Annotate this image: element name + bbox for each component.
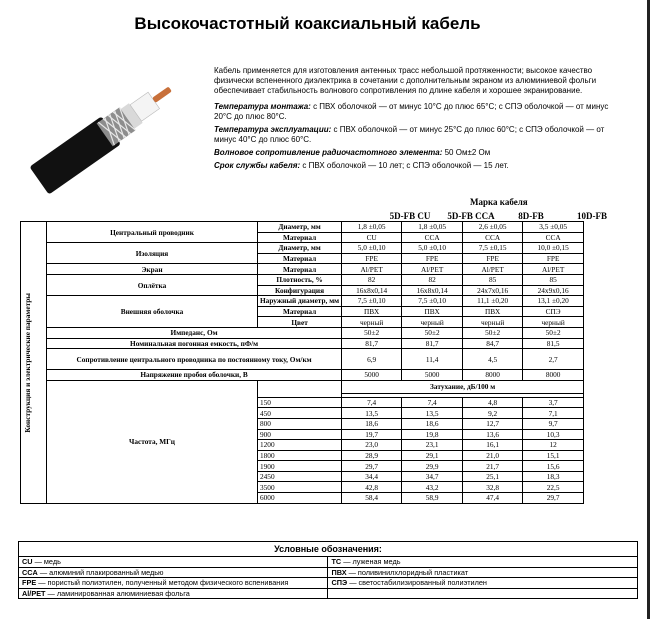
value-cell: 84,7 [463,338,523,349]
legend-row [19,557,638,568]
legend-row [19,588,638,599]
value-cell: FPE [402,253,463,264]
value-cell: 25,1 [463,471,523,482]
param-cell: Материал [258,232,342,243]
value-cell: 15,6 [523,461,584,472]
attenuation-header: Затухание, дБ/100 м [342,380,584,393]
legend-abbr: ПВХ [331,567,347,577]
value-cell: 23,0 [342,440,402,451]
value-cell: 7,5 ±0,10 [402,296,463,307]
value-cell: 1,8 ±0,05 [402,222,463,233]
value-cell: СПЭ [523,306,584,317]
value-cell: ПВХ [463,306,523,317]
value-cell: 6,9 [342,349,402,370]
prop-label: Волновое сопротивление радиочастотного элемента: [214,148,443,157]
frequency-cell: 1200 [258,440,342,451]
value-cell: 9,2 [463,408,523,419]
value-cell: 28,9 [342,450,402,461]
value-cell: 24x7x0,16 [463,285,523,296]
value-cell: 11,4 [402,349,463,370]
side-label: Конструкция и электрические параметры [23,292,32,433]
legend-item [19,567,328,578]
value-cell: 81,7 [402,338,463,349]
table-row [21,296,584,307]
value-cell: 24x9x0,16 [523,285,584,296]
legend-text: — ламинированная алюминиевая фольга [45,588,190,598]
value-cell: 10,0 ±0,15 [523,243,584,254]
param-cell: Сопротивление центрального проводника по постоянному току, Ом/км [47,349,342,370]
value-cell: 3,5 ±0,05 [523,222,584,233]
value-cell: FPE [463,253,523,264]
frequency-cell: 150 [258,397,342,408]
value-cell: 81,7 [342,338,402,349]
prop-label: Срок службы кабеля: [214,161,301,170]
value-cell: 16x8x0,14 [342,285,402,296]
value-cell: черный [402,317,463,328]
value-cell: CCA [463,232,523,243]
prop-operating-temperature [214,125,614,145]
column-header: 5D-FB CU [389,211,431,221]
value-cell: ПВХ [342,306,402,317]
frequency-cell: 3500 [258,482,342,493]
legend-item [19,557,328,568]
prop-value: 50 Ом±2 Ом [442,148,491,157]
value-cell: 4,8 [463,397,523,408]
legend-row [19,567,638,578]
value-cell: Al/PET [523,264,584,275]
legend-row [19,578,638,589]
value-cell: Al/PET [342,264,402,275]
value-cell: 8000 [523,370,584,381]
value-cell: 85 [523,274,584,285]
legend-header-row [19,542,638,557]
group-cell: Центральный проводник [47,222,258,243]
prop-impedance [214,148,614,158]
value-cell: 13,6 [463,429,523,440]
value-cell: 7,5 ±0,10 [342,296,402,307]
column-header: 5D-FB CCA [447,211,495,221]
column-header: 10D-FB [577,211,607,221]
intro-text: Кабель применяется для изготовления антенных трасс небольшой протяженности; высокое качество физически вспененного диэлектрика в сочетании с дополнительным экраном из алюминиевой фольги обеспечивает стабильность волнового сопротивления по длине кабеля и хорошее экранирование. [214,66,597,95]
legend-item [328,557,638,568]
blank-cell [258,380,342,397]
prop-service-life [214,161,614,171]
legend-abbr: СПЭ [331,578,348,588]
legend-item [19,588,328,599]
frequency-cell: 800 [258,418,342,429]
value-cell: CCA [523,232,584,243]
value-cell: черный [463,317,523,328]
table-row [21,264,584,275]
value-cell: 21,7 [463,461,523,472]
coaxial-cable-image [30,45,190,205]
value-cell: 58,9 [402,493,463,504]
value-cell: Al/PET [463,264,523,275]
value-cell: 29,7 [342,461,402,472]
value-cell: 12,7 [463,418,523,429]
table-row [21,243,584,254]
value-cell: 34,7 [402,471,463,482]
legend-item [328,578,638,589]
side-label-cell [21,222,47,504]
param-cell: Плотность, % [258,274,342,285]
value-cell: 19,8 [402,429,463,440]
legend-title: Условные обозначения: [19,542,638,557]
legend-text: — алюминий плакированный медью [37,567,164,577]
value-cell: 2,7 [523,349,584,370]
value-cell: 7,5 ±0,15 [463,243,523,254]
value-cell: 16x8x0,14 [402,285,463,296]
legend-item [19,578,328,589]
value-cell: 7,1 [523,408,584,419]
legend-abbr: Al/PET [22,588,46,598]
param-cell: Конфигурация [258,285,342,296]
group-cell: Оплётка [47,274,258,295]
value-cell: 29,1 [402,450,463,461]
value-cell: FPE [342,253,402,264]
value-cell: 50±2 [342,327,402,338]
param-cell: Наружный диаметр, мм [258,296,342,307]
value-cell: 4,5 [463,349,523,370]
value-cell: 50±2 [402,327,463,338]
value-cell: 9,7 [523,418,584,429]
value-cell: 1,8 ±0,05 [342,222,402,233]
legend-abbr: FPE [22,578,37,588]
value-cell: 7,4 [342,397,402,408]
value-cell: 42,8 [342,482,402,493]
frequency-cell: 1900 [258,461,342,472]
param-cell: Материал [258,306,342,317]
spec-table [20,221,584,504]
value-cell: 3,7 [523,397,584,408]
frequency-cell: 2450 [258,471,342,482]
value-cell: 5000 [342,370,402,381]
value-cell: черный [523,317,584,328]
param-cell: Материал [258,264,342,275]
prop-value: с ПВХ оболочкой — от минус 25°С до плюс 60°С; с СПЭ оболочкой — от минус 40°С до плюс 60°С. [214,125,605,144]
value-cell: 2,6 ±0,05 [463,222,523,233]
value-cell: 34,4 [342,471,402,482]
value-cell: 32,8 [463,482,523,493]
value-cell: 21,0 [463,450,523,461]
legend-table [18,541,638,599]
value-cell: 18,6 [402,418,463,429]
legend-item [328,588,638,599]
value-cell: 10,3 [523,429,584,440]
legend-abbr: CU [22,557,33,567]
table-row [21,380,584,393]
value-cell: 13,5 [402,408,463,419]
prop-mounting-temperature [214,102,614,122]
legend-text: — пористый полиэтилен, полученный методом физического вспенивания [36,578,289,588]
prop-label: Температура эксплуатации: [214,125,332,134]
value-cell: FPE [523,253,584,264]
value-cell: 15,1 [523,450,584,461]
group-cell: Экран [47,264,258,275]
value-cell: 5,0 ±0,10 [402,243,463,254]
legend-text: — светостабилизированный полиэтилен [347,578,487,588]
value-cell: 50±2 [523,327,584,338]
legend-abbr: CCA [22,567,38,577]
value-cell: 58,4 [342,493,402,504]
frequency-label: Частота, МГц [47,380,258,503]
table-row [21,274,584,285]
value-cell: 47,4 [463,493,523,504]
param-cell: Напряжение пробоя оболочки, В [47,370,342,381]
table-row [21,222,584,233]
value-cell: 19,7 [342,429,402,440]
value-cell: 29,9 [402,461,463,472]
frequency-cell: 1800 [258,450,342,461]
value-cell: 43,2 [402,482,463,493]
param-cell: Цвет [258,317,342,328]
value-cell: черный [342,317,402,328]
value-cell: 16,1 [463,440,523,451]
group-cell: Внешняя оболочка [47,296,258,328]
legend-text: — луженая медь [341,557,401,567]
param-cell: Диаметр, мм [258,222,342,233]
prop-value: с ПВХ оболочкой — от минус 10°С до плюс 65°С; с СПЭ оболочкой — от минус 20°С до плюс 80°С. [214,102,609,121]
param-cell: Материал [258,253,342,264]
table-row [21,338,584,349]
intro-block [214,66,614,174]
param-cell: Номинальная погонная емкость, пФ/м [47,338,342,349]
value-cell: 13,1 ±0,20 [523,296,584,307]
table-row [21,327,584,338]
param-cell: Импеданс, Ом [47,327,342,338]
value-cell: 5000 [402,370,463,381]
value-cell: CCA [402,232,463,243]
value-cell: 12 [523,440,584,451]
legend-abbr: TC [331,557,342,567]
param-cell: Диаметр, мм [258,243,342,254]
group-cell: Изоляция [47,243,258,264]
value-cell: 82 [342,274,402,285]
frequency-cell: 900 [258,429,342,440]
value-cell: 23,1 [402,440,463,451]
value-cell: 7,4 [402,397,463,408]
value-cell: 11,1 ±0,20 [463,296,523,307]
value-cell: 81,5 [523,338,584,349]
brand-header: Марка кабеля [470,197,528,207]
frequency-cell: 6000 [258,493,342,504]
value-cell: 29,7 [523,493,584,504]
value-cell: 18,6 [342,418,402,429]
table-row [21,349,584,370]
value-cell: CU [342,232,402,243]
prop-value: с ПВХ оболочкой — 10 лет; с СПЭ оболочкой — 15 лет. [300,161,509,170]
legend-item [328,567,638,578]
value-cell: 8000 [463,370,523,381]
value-cell: 13,5 [342,408,402,419]
legend-text: — медь [32,557,61,567]
value-cell: 85 [463,274,523,285]
frequency-cell: 450 [258,408,342,419]
value-cell: ПВХ [402,306,463,317]
table-row [21,370,584,381]
value-cell: 22,5 [523,482,584,493]
legend-text: — поливинилхлоридный пластикат [346,567,469,577]
value-cell: 82 [402,274,463,285]
value-cell: Al/PET [402,264,463,275]
column-header: 8D-FB [518,211,544,221]
value-cell: 50±2 [463,327,523,338]
value-cell: 18,3 [523,471,584,482]
value-cell: 5,0 ±0,10 [342,243,402,254]
prop-label: Температура монтажа: [214,102,311,111]
page-title: Высокочастотный коаксиальный кабель [134,14,481,33]
